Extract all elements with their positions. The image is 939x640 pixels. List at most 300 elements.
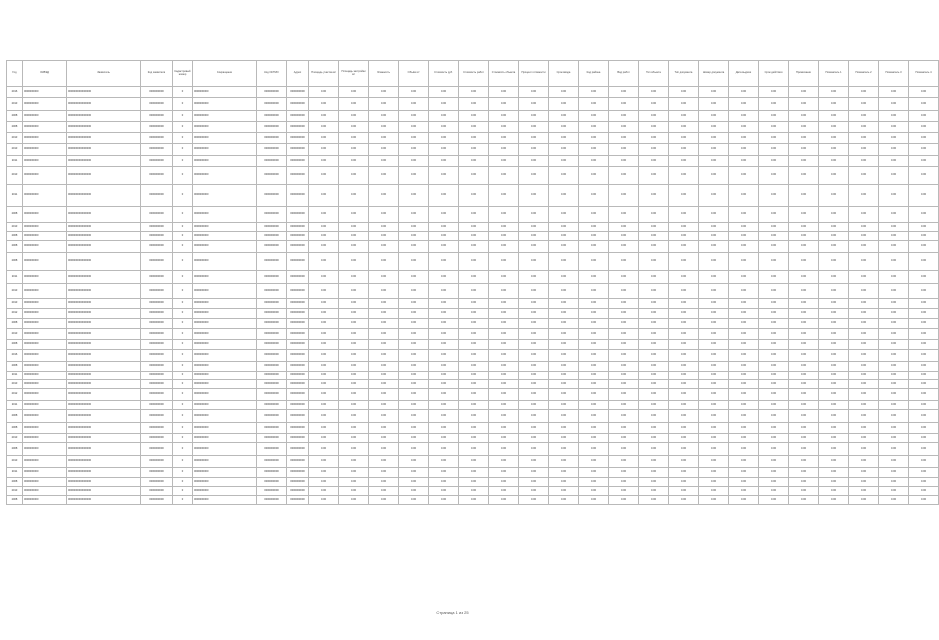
table-cell: 0.00 — [309, 167, 339, 185]
table-cell: 0.00 — [309, 111, 339, 122]
table-cell: 0000000000 — [287, 487, 309, 496]
table-cell: 0000000000 — [23, 362, 67, 372]
table-cell: 0 — [173, 111, 193, 122]
table-cell: 0.00 — [699, 87, 729, 98]
table-cell: 0.00 — [309, 299, 339, 309]
table-row — [7, 299, 939, 309]
table-cell: 2008 — [7, 319, 23, 329]
table-cell: 0000000000 — [257, 223, 287, 232]
table-cell: 0000000000 — [23, 156, 67, 167]
table-cell: 0.00 — [609, 133, 639, 144]
table-cell: 0.00 — [879, 167, 909, 185]
table-cell: 0.00 — [909, 156, 939, 167]
table-cell: 0.00 — [729, 487, 759, 496]
table-cell: 0.00 — [399, 410, 429, 423]
table-cell: 0.00 — [909, 111, 939, 122]
table-cell: 0.00 — [699, 340, 729, 350]
table-cell: 0.00 — [879, 443, 909, 456]
table-cell: 0.00 — [339, 434, 369, 443]
table-cell: 0000000000 — [23, 284, 67, 299]
table-cell: 0.00 — [339, 401, 369, 410]
table-cell: 0.00 — [429, 241, 459, 253]
table-cell: 0000000000 — [257, 87, 287, 98]
table-cell: 0000000000 — [23, 87, 67, 98]
table-row — [7, 241, 939, 253]
table-cell: 0.00 — [489, 496, 519, 505]
table-cell: 0.00 — [609, 241, 639, 253]
table-cell: 0.00 — [669, 144, 699, 156]
table-cell: 0.00 — [399, 372, 429, 380]
column-header: Процент готовности — [519, 61, 549, 87]
table-cell: 0.00 — [549, 232, 579, 241]
table-cell: 0000000000000000 — [67, 443, 141, 456]
table-cell: 0.00 — [669, 122, 699, 133]
table-cell: 0.00 — [669, 299, 699, 309]
table-cell: 0.00 — [789, 423, 819, 434]
table-cell: 0000000000 — [141, 299, 173, 309]
table-cell: 0.00 — [819, 122, 849, 133]
table-cell: 0.00 — [489, 309, 519, 319]
table-cell: 0000000000 — [23, 372, 67, 380]
table-cell: 0 — [173, 434, 193, 443]
table-cell: 0000000000000000 — [67, 241, 141, 253]
table-cell: 0000000000 — [287, 401, 309, 410]
table-cell: 0.00 — [399, 122, 429, 133]
table-cell: 0.00 — [699, 185, 729, 207]
table-cell: 0000000000 — [287, 87, 309, 98]
table-cell: 2011 — [7, 468, 23, 478]
table-cell: 0 — [173, 133, 193, 144]
table-cell: 0.00 — [879, 232, 909, 241]
table-cell: 0.00 — [609, 372, 639, 380]
table-cell: 0.00 — [339, 443, 369, 456]
table-cell: 0000000000 — [193, 223, 257, 232]
table-cell: 0000000000000000 — [67, 496, 141, 505]
table-header-row — [7, 61, 939, 87]
table-cell: 0.00 — [489, 241, 519, 253]
table-cell: 0 — [173, 309, 193, 319]
table-cell: 0.00 — [489, 87, 519, 98]
table-cell: 0.00 — [459, 329, 489, 340]
table-cell: 0.00 — [759, 410, 789, 423]
table-cell: 0.00 — [759, 456, 789, 468]
table-cell: 0000000000 — [193, 389, 257, 401]
table-cell: 2016 — [7, 350, 23, 362]
table-cell: 2008 — [7, 232, 23, 241]
table-cell: 0.00 — [579, 410, 609, 423]
table-cell: 0000000000000000 — [67, 253, 141, 271]
table-cell: 0.00 — [519, 468, 549, 478]
table-cell: 0.00 — [849, 271, 879, 284]
table-cell: 0000000000 — [257, 98, 287, 111]
table-cell: 0.00 — [759, 241, 789, 253]
table-cell: 0.00 — [549, 389, 579, 401]
table-cell: 0.00 — [459, 98, 489, 111]
table-cell: 0000000000 — [23, 223, 67, 232]
table-cell: 2011 — [7, 401, 23, 410]
table-cell: 0.00 — [669, 340, 699, 350]
table-cell: 0.00 — [519, 144, 549, 156]
table-cell: 0.00 — [369, 185, 399, 207]
table-cell: 0.00 — [399, 423, 429, 434]
table-cell: 2008 — [7, 478, 23, 487]
table-cell: 0000000000000000 — [67, 133, 141, 144]
table-cell: 0000000000000000 — [67, 389, 141, 401]
table-cell: 0000000000000000 — [67, 372, 141, 380]
table-cell: 0.00 — [519, 167, 549, 185]
table-cell: 0.00 — [879, 329, 909, 340]
table-cell: 0.00 — [399, 133, 429, 144]
table-cell: 0.00 — [549, 271, 579, 284]
table-cell: 0.00 — [519, 362, 549, 372]
table-cell: 0.00 — [729, 284, 759, 299]
table-cell: 0 — [173, 487, 193, 496]
table-cell: 0.00 — [759, 253, 789, 271]
table-cell: 0.00 — [879, 401, 909, 410]
table-cell: 0.00 — [369, 401, 399, 410]
table-cell: 0000000000 — [23, 299, 67, 309]
table-cell: 0.00 — [879, 340, 909, 350]
table-cell: 0.00 — [489, 372, 519, 380]
table-cell: 0.00 — [879, 319, 909, 329]
table-cell: 0.00 — [429, 207, 459, 223]
table-cell: 0000000000000000 — [67, 207, 141, 223]
table-cell: 0.00 — [639, 207, 669, 223]
table-cell: 0 — [173, 167, 193, 185]
table-cell: 0.00 — [459, 434, 489, 443]
table-cell: 0000000000000000 — [67, 87, 141, 98]
table-cell: 0000000000 — [193, 410, 257, 423]
table-cell: 0000000000 — [193, 487, 257, 496]
table-cell: 0.00 — [669, 389, 699, 401]
table-cell: 0.00 — [819, 232, 849, 241]
table-cell: 0.00 — [309, 253, 339, 271]
table-cell: 0.00 — [699, 443, 729, 456]
table-cell: 0000000000 — [193, 468, 257, 478]
table-cell: 0.00 — [309, 362, 339, 372]
table-cell: 0.00 — [789, 362, 819, 372]
table-cell: 0.00 — [759, 299, 789, 309]
table-cell: 0.00 — [309, 284, 339, 299]
table-cell: 0.00 — [549, 350, 579, 362]
table-cell: 0.00 — [729, 87, 759, 98]
table-cell: 0.00 — [579, 340, 609, 350]
table-cell: 0.00 — [369, 468, 399, 478]
table-cell: 0.00 — [819, 133, 849, 144]
table-cell: 0000000000000000 — [67, 167, 141, 185]
table-cell: 0000000000 — [141, 389, 173, 401]
table-cell: 0.00 — [609, 98, 639, 111]
table-cell: 0.00 — [369, 350, 399, 362]
table-cell: 0.00 — [819, 241, 849, 253]
table-cell: 0.00 — [549, 241, 579, 253]
table-cell: 0.00 — [369, 443, 399, 456]
table-cell: 0.00 — [339, 309, 369, 319]
table-cell: 0.00 — [639, 340, 669, 350]
table-cell: 0.00 — [849, 87, 879, 98]
table-cell: 0000000000000000 — [67, 456, 141, 468]
table-cell: 0.00 — [819, 223, 849, 232]
table-cell: 0.00 — [909, 478, 939, 487]
table-cell: 0.00 — [699, 253, 729, 271]
table-cell: 0.00 — [429, 487, 459, 496]
table-cell: 0000000000 — [193, 401, 257, 410]
table-cell: 0.00 — [639, 167, 669, 185]
table-cell: 0.00 — [669, 487, 699, 496]
table-cell: 0000000000 — [141, 456, 173, 468]
table-cell: 0.00 — [429, 232, 459, 241]
table-cell: 0.00 — [429, 468, 459, 478]
table-cell: 0.00 — [399, 241, 429, 253]
table-cell: 2013 — [7, 144, 23, 156]
table-cell: 2013 — [7, 329, 23, 340]
table-cell: 0.00 — [819, 299, 849, 309]
table-cell: 0.00 — [639, 443, 669, 456]
table-cell: 0.00 — [849, 380, 879, 389]
table-cell: 0.00 — [579, 167, 609, 185]
table-cell: 0 — [173, 362, 193, 372]
table-cell: 0000000000 — [257, 133, 287, 144]
table-cell: 0000000000 — [193, 423, 257, 434]
table-cell: 2011 — [7, 271, 23, 284]
table-cell: 0.00 — [759, 434, 789, 443]
table-cell: 0.00 — [699, 284, 729, 299]
table-cell: 0000000000 — [257, 487, 287, 496]
table-cell: 0000000000 — [141, 372, 173, 380]
table-cell: 0.00 — [609, 410, 639, 423]
table-cell: 0.00 — [669, 241, 699, 253]
table-cell: 0000000000 — [257, 167, 287, 185]
table-cell: 0.00 — [369, 111, 399, 122]
table-cell: 0.00 — [909, 133, 939, 144]
table-cell: 0000000000 — [193, 456, 257, 468]
table-cell: 0.00 — [519, 271, 549, 284]
table-cell: 2008 — [7, 111, 23, 122]
table-cell: 0000000000 — [23, 133, 67, 144]
table-row — [7, 253, 939, 271]
table-cell: 0000000000 — [287, 167, 309, 185]
table-cell: 0000000000 — [257, 456, 287, 468]
table-cell: 0000000000 — [23, 496, 67, 505]
table-row — [7, 232, 939, 241]
table-cell: 0.00 — [429, 156, 459, 167]
table-cell: 0000000000 — [257, 111, 287, 122]
table-cell: 0.00 — [819, 185, 849, 207]
table-cell: 0.00 — [639, 284, 669, 299]
table-cell: 0.00 — [819, 443, 849, 456]
table-cell: 0.00 — [609, 253, 639, 271]
table-cell: 0.00 — [879, 434, 909, 443]
table-cell: 0.00 — [429, 299, 459, 309]
table-cell: 0.00 — [909, 207, 939, 223]
table-cell: 0 — [173, 122, 193, 133]
table-cell: 0.00 — [369, 487, 399, 496]
table-cell: 0.00 — [879, 389, 909, 401]
table-cell: 0.00 — [309, 144, 339, 156]
table-cell: 0.00 — [549, 478, 579, 487]
table-cell: 0.00 — [459, 443, 489, 456]
table-cell: 0.00 — [549, 468, 579, 478]
table-cell: 0.00 — [639, 478, 669, 487]
column-header: Объём м³ — [399, 61, 429, 87]
table-row — [7, 98, 939, 111]
table-cell: 0000000000 — [141, 185, 173, 207]
column-header: Показатель 2 — [849, 61, 879, 87]
table-cell: 0.00 — [309, 410, 339, 423]
table-cell: 0.00 — [789, 133, 819, 144]
table-cell: 0.00 — [429, 98, 459, 111]
table-cell: 0000000000 — [287, 156, 309, 167]
table-cell: 0.00 — [369, 380, 399, 389]
table-cell: 0.00 — [429, 410, 459, 423]
table-cell: 0.00 — [909, 241, 939, 253]
table-cell: 0.00 — [909, 98, 939, 111]
table-cell: 0.00 — [789, 478, 819, 487]
table-cell: 0.00 — [459, 185, 489, 207]
table-cell: 0.00 — [339, 299, 369, 309]
table-cell: 0.00 — [699, 319, 729, 329]
table-cell: 0.00 — [909, 319, 939, 329]
table-cell: 0.00 — [849, 410, 879, 423]
table-cell: 0.00 — [789, 401, 819, 410]
table-cell: 0000000000 — [141, 98, 173, 111]
table-cell: 0.00 — [729, 389, 759, 401]
table-cell: 0000000000 — [23, 241, 67, 253]
table-cell: 0000000000 — [141, 380, 173, 389]
table-cell: 0.00 — [609, 185, 639, 207]
table-cell: 0000000000 — [257, 350, 287, 362]
table-cell: 0000000000 — [23, 443, 67, 456]
table-cell: 0.00 — [459, 87, 489, 98]
table-cell: 0.00 — [639, 144, 669, 156]
table-cell: 0.00 — [789, 223, 819, 232]
table-cell: 0000000000 — [287, 232, 309, 241]
table-cell: 0.00 — [519, 434, 549, 443]
table-cell: 0000000000 — [287, 223, 309, 232]
table-cell: 0.00 — [309, 478, 339, 487]
table-cell: 0000000000 — [141, 350, 173, 362]
table-cell: 0.00 — [399, 144, 429, 156]
table-cell: 0.00 — [369, 309, 399, 319]
table-cell: 0.00 — [669, 167, 699, 185]
table-cell: 0.00 — [549, 223, 579, 232]
table-cell: 0.00 — [669, 468, 699, 478]
table-cell: 0.00 — [819, 362, 849, 372]
table-cell: 0.00 — [309, 401, 339, 410]
table-cell: 0.00 — [669, 496, 699, 505]
table-cell: 0000000000 — [257, 144, 287, 156]
table-row — [7, 423, 939, 434]
table-cell: 0.00 — [579, 111, 609, 122]
table-cell: 0.00 — [819, 309, 849, 319]
table-cell: 0.00 — [639, 329, 669, 340]
column-header: Стоимость работ — [459, 61, 489, 87]
table-cell: 0.00 — [759, 496, 789, 505]
table-cell: 0.00 — [429, 496, 459, 505]
table-row — [7, 167, 939, 185]
column-header: Заявитель — [67, 61, 141, 87]
table-cell: 0.00 — [369, 241, 399, 253]
table-cell: 0.00 — [669, 111, 699, 122]
table-cell: 0.00 — [459, 144, 489, 156]
table-cell: 0.00 — [819, 340, 849, 350]
column-header: Этажность — [369, 61, 399, 87]
table-cell: 0.00 — [399, 111, 429, 122]
column-header: Код ОКТМО — [257, 61, 287, 87]
table-cell: 0.00 — [339, 241, 369, 253]
table-cell: 0.00 — [489, 253, 519, 271]
table-cell: 2013 — [7, 98, 23, 111]
table-cell: 0000000000 — [141, 284, 173, 299]
table-cell: 0000000000 — [23, 253, 67, 271]
table-cell: 0.00 — [909, 434, 939, 443]
table-cell: 2012 — [7, 309, 23, 319]
table-cell: 0000000000 — [141, 241, 173, 253]
table-cell: 0.00 — [699, 389, 729, 401]
table-cell: 0.00 — [339, 496, 369, 505]
table-cell: 0.00 — [519, 111, 549, 122]
table-cell: 0.00 — [519, 487, 549, 496]
table-row — [7, 389, 939, 401]
column-header: Площадь застройки м² — [339, 61, 369, 87]
table-cell: 0.00 — [339, 167, 369, 185]
table-cell: 0.00 — [399, 389, 429, 401]
table-cell: 0.00 — [429, 271, 459, 284]
table-cell: 0.00 — [489, 478, 519, 487]
table-cell: 0.00 — [459, 350, 489, 362]
table-cell: 0.00 — [819, 284, 849, 299]
table-cell: 0.00 — [669, 185, 699, 207]
table-cell: 0.00 — [729, 496, 759, 505]
table-cell: 0000000000000000 — [67, 350, 141, 362]
table-cell: 0.00 — [609, 284, 639, 299]
table-cell: 0.00 — [699, 380, 729, 389]
column-header: Вид работ — [609, 61, 639, 87]
table-cell: 0.00 — [369, 319, 399, 329]
table-cell: 0.00 — [819, 167, 849, 185]
table-cell: 0.00 — [819, 456, 849, 468]
table-cell: 0.00 — [729, 207, 759, 223]
table-cell: 0.00 — [759, 232, 789, 241]
table-cell: 0.00 — [639, 133, 669, 144]
table-cell: 0.00 — [309, 443, 339, 456]
table-cell: 0000000000 — [193, 167, 257, 185]
table-cell: 0.00 — [789, 253, 819, 271]
table-cell: 0.00 — [399, 401, 429, 410]
table-cell: 0.00 — [849, 185, 879, 207]
table-cell: 0.00 — [549, 423, 579, 434]
table-cell: 0000000000 — [141, 223, 173, 232]
column-header: Срок действия — [759, 61, 789, 87]
table-cell: 0.00 — [759, 167, 789, 185]
table-cell: 0.00 — [849, 122, 879, 133]
table-cell: 0.00 — [399, 98, 429, 111]
table-cell: 0000000000 — [23, 380, 67, 389]
table-cell: 0.00 — [879, 496, 909, 505]
table-cell: 0.00 — [879, 156, 909, 167]
table-cell: 0.00 — [729, 380, 759, 389]
table-cell: 0.00 — [369, 156, 399, 167]
table-cell: 0000000000 — [193, 309, 257, 319]
table-cell: 0 — [173, 380, 193, 389]
table-cell: 0.00 — [609, 207, 639, 223]
table-cell: 0.00 — [669, 87, 699, 98]
table-cell: 0.00 — [399, 496, 429, 505]
table-cell: 0.00 — [909, 362, 939, 372]
table-cell: 0.00 — [909, 380, 939, 389]
table-cell: 0.00 — [399, 340, 429, 350]
table-cell: 0.00 — [849, 468, 879, 478]
